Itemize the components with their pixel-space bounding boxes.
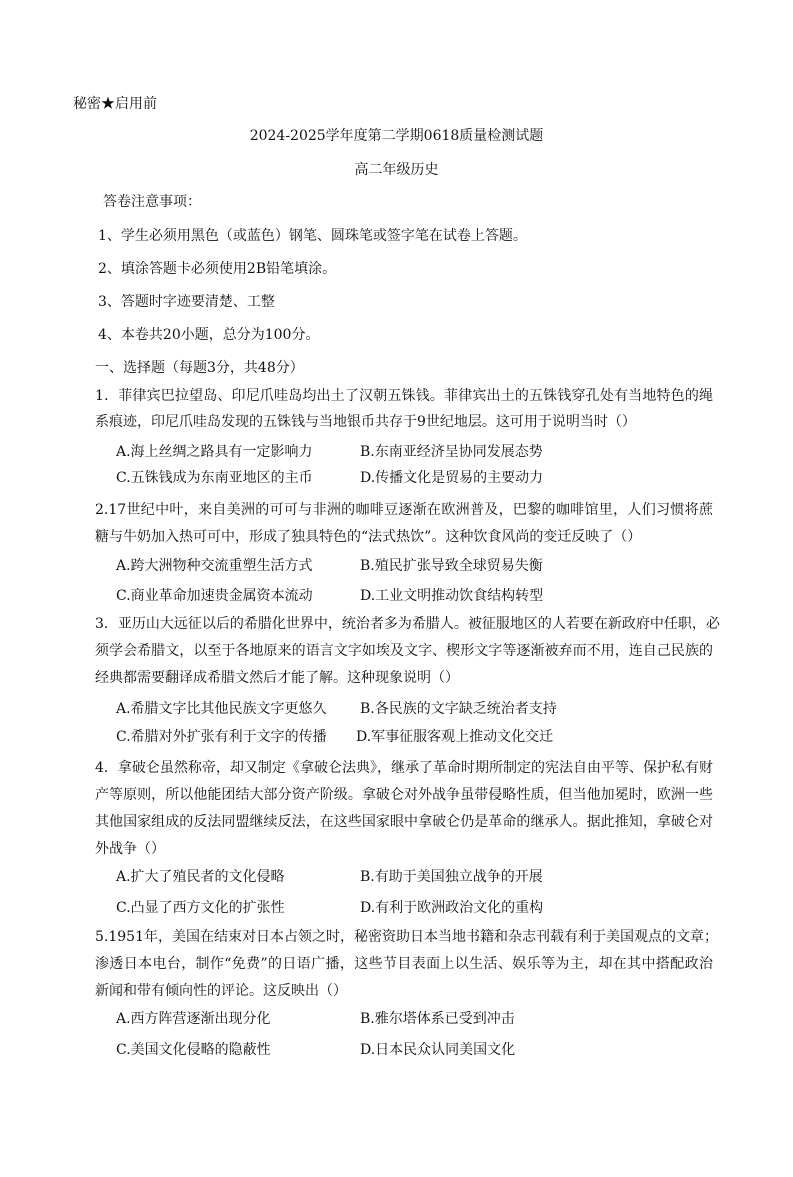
option-c[interactable]: C.五铢钱成为东南亚地区的主币	[116, 470, 313, 486]
option-d[interactable]: D.有利于欧洲政治文化的重构	[360, 900, 544, 916]
exam-title: 2024-2025学年度第二学期0618质量检测试题	[249, 128, 544, 144]
question-text: 5.1951年，美国在结束对日本占领之时，秘密资助日本当地书籍和杂志刊载有利于美国观点的文章；	[95, 929, 718, 945]
section-heading: 一、选择题（每题3分，共48分）	[95, 360, 304, 376]
question-text: 渗透日本电台，制作“免费”的日语广播，这些节目表面上以生活、娱乐等为主，却在其中搭配政治	[95, 956, 713, 972]
option-d[interactable]: D.工业文明推动饮食结构转型	[360, 588, 544, 604]
question-text: 外战争（）	[95, 841, 165, 857]
confidential-label: 秘密★启用前	[73, 96, 157, 112]
option-a[interactable]: A.西方阵营逐渐出现分化	[116, 1011, 271, 1027]
question-text: 其他国家组成的反法同盟继续反法，在这些国家眼中拿破仑仍是革命的继承人。据此推知，拿破仑对	[95, 814, 713, 830]
note-item: 4、本卷共20小题，总分为100分。	[98, 327, 320, 343]
option-b[interactable]: B.殖民扩张导致全球贸易失衡	[360, 558, 543, 574]
question-text: 糖与牛奶加入热可可中，形成了独具特色的“法式热饮”。这种饮食风尚的变迁反映了（）	[95, 529, 642, 545]
option-c[interactable]: C.商业革命加速贵金属资本流动	[116, 588, 313, 604]
note-item: 1、学生必须用黑色（或蓝色）钢笔、圆珠笔或签字笔在试卷上答题。	[98, 228, 527, 244]
option-c[interactable]: C.凸显了西方文化的扩张性	[116, 900, 285, 916]
option-a[interactable]: A.希腊文字比其他民族文字更悠久	[116, 701, 327, 717]
option-d[interactable]: D.日本民众认同美国文化	[360, 1042, 516, 1058]
option-c[interactable]: C.希腊对外扩张有利于文字的传播	[116, 729, 327, 745]
question-text: 4．拿破仑虽然称帝，却又制定《拿破仑法典》，继承了革命时期所制定的宪法自由平等、保护私有财	[95, 760, 713, 776]
option-a[interactable]: A.扩大了殖民者的文化侵略	[116, 869, 285, 885]
option-b[interactable]: B.东南亚经济呈协同发展态势	[360, 444, 543, 460]
option-a[interactable]: A.海上丝绸之路具有一定影响力	[116, 444, 313, 460]
question-text: 经典都需要翻译成希腊文然后才能了解。这种现象说明（）	[95, 670, 459, 686]
option-b[interactable]: B.雅尔塔体系已受到冲击	[360, 1011, 515, 1027]
option-c[interactable]: C.美国文化侵略的隐蔽性	[116, 1042, 271, 1058]
notes-heading: 答卷注意事项：	[103, 194, 201, 210]
option-a[interactable]: A.跨大洲物种交流重塑生活方式	[116, 558, 313, 574]
option-d[interactable]: D.军事征服客观上推动文化交迁	[356, 729, 554, 745]
note-item: 3、答题时字迹要清楚、工整	[98, 294, 275, 310]
question-text: 产等原则，所以他能团结大部分资产阶级。拿破仑对外战争虽带侵略性质，但当他加冕时，欧洲一些	[95, 787, 713, 803]
question-text: 1．菲律宾巴拉望岛、印尼爪哇岛均出土了汉朝五铢钱。菲律宾出土的五铢钱穿孔处有当地特色的绳	[95, 388, 713, 404]
question-text: 3．亚历山大远征以后的希腊化世界中，统治者多为希腊人。被征服地区的人若要在新政府中任职，必	[95, 616, 720, 632]
option-b[interactable]: B.各民族的文字缺乏统治者支持	[360, 701, 557, 717]
question-text: 系痕迹，印尼爪哇岛发现的五铢钱与当地银币共存于9世纪地层。这可用于说明当时（）	[95, 414, 636, 430]
question-text: 2.17世纪中叶，来自美洲的可可与非洲的咖啡豆逐渐在欧洲普及，巴黎的咖啡馆里，人们习惯将蔗	[95, 502, 713, 518]
question-text: 须学会希腊文，以至于各地原来的语言文字如埃及文字、楔形文字等逐渐被弃而不用，连自己民族的	[95, 643, 713, 659]
note-item: 2、填涂答题卡必须使用2B铅笔填涂。	[98, 261, 337, 277]
option-b[interactable]: B.有助于美国独立战争的开展	[360, 869, 543, 885]
exam-subtitle: 高二年级历史	[354, 162, 439, 178]
option-d[interactable]: D.传播文化是贸易的主要动力	[360, 470, 544, 486]
question-text: 新闻和带有倾向性的评论。这反映出（）	[95, 983, 347, 999]
